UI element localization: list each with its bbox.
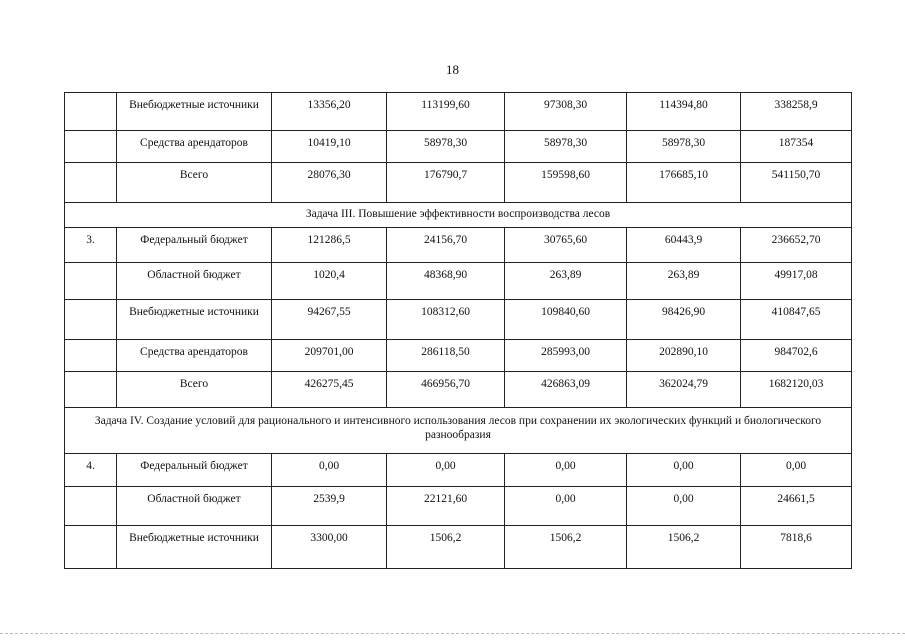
year-value-cell: 3300,00 [272, 526, 387, 569]
year-value-cell: 108312,60 [387, 300, 505, 340]
year-value-cell: 10419,10 [272, 131, 387, 163]
row-number: 3. [65, 228, 117, 263]
funding-source-label: Федеральный бюджет [117, 228, 272, 263]
task-header-row [65, 203, 852, 228]
year-value-cell: 0,00 [505, 454, 627, 487]
task-title: Задача IV. Создание условий для рационального и интенсивного использования лесов при сохранении их экологических функций и биологического разнообразия [65, 408, 852, 454]
table-row [65, 263, 852, 300]
funding-table [64, 92, 852, 569]
year-value-cell: 28076,30 [272, 163, 387, 203]
year-value-cell: 13356,20 [272, 93, 387, 131]
year-value-cell: 263,89 [505, 263, 627, 300]
year-value-cell: 113199,60 [387, 93, 505, 131]
total-value-cell: 49917,08 [741, 263, 852, 300]
year-value-cell: 114394,80 [627, 93, 741, 131]
year-value-cell: 98426,90 [627, 300, 741, 340]
funding-source-label: Внебюджетные источники [117, 300, 272, 340]
total-value-cell: 24661,5 [741, 487, 852, 526]
year-value-cell: 0,00 [505, 487, 627, 526]
funding-source-label: Всего [117, 163, 272, 203]
table-row [65, 93, 852, 131]
table-row [65, 526, 852, 569]
page-bottom-edge [0, 633, 905, 637]
year-value-cell: 176790,7 [387, 163, 505, 203]
total-value-cell: 7818,6 [741, 526, 852, 569]
total-value-cell: 338258,9 [741, 93, 852, 131]
year-value-cell: 0,00 [272, 454, 387, 487]
row-number [65, 372, 117, 408]
row-number [65, 340, 117, 372]
task-header-row [65, 408, 852, 454]
year-value-cell: 94267,55 [272, 300, 387, 340]
funding-source-label: Федеральный бюджет [117, 454, 272, 487]
table-row [65, 300, 852, 340]
year-value-cell: 176685,10 [627, 163, 741, 203]
total-value-cell: 187354 [741, 131, 852, 163]
table-row [65, 340, 852, 372]
year-value-cell: 58978,30 [627, 131, 741, 163]
table-row [65, 131, 852, 163]
year-value-cell: 0,00 [627, 487, 741, 526]
total-value-cell: 236652,70 [741, 228, 852, 263]
page-number: 18 [446, 62, 459, 77]
total-value-cell: 984702,6 [741, 340, 852, 372]
year-value-cell: 2539,9 [272, 487, 387, 526]
year-value-cell: 58978,30 [505, 131, 627, 163]
task-title: Задача III. Повышение эффективности воспроизводства лесов [65, 203, 852, 228]
year-value-cell: 60443,9 [627, 228, 741, 263]
total-value-cell: 410847,65 [741, 300, 852, 340]
funding-source-label: Внебюджетные источники [117, 93, 272, 131]
total-value-cell: 541150,70 [741, 163, 852, 203]
year-value-cell: 22121,60 [387, 487, 505, 526]
year-value-cell: 97308,30 [505, 93, 627, 131]
row-number: 4. [65, 454, 117, 487]
funding-source-label: Средства арендаторов [117, 131, 272, 163]
year-value-cell: 24156,70 [387, 228, 505, 263]
year-value-cell: 1020,4 [272, 263, 387, 300]
year-value-cell: 159598,60 [505, 163, 627, 203]
year-value-cell: 30765,60 [505, 228, 627, 263]
funding-source-label: Областной бюджет [117, 263, 272, 300]
total-value-cell: 0,00 [741, 454, 852, 487]
table-row [65, 163, 852, 203]
funding-source-label: Всего [117, 372, 272, 408]
row-number [65, 263, 117, 300]
row-number [65, 526, 117, 569]
year-value-cell: 0,00 [387, 454, 505, 487]
table-row [65, 487, 852, 526]
year-value-cell: 285993,00 [505, 340, 627, 372]
year-value-cell: 202890,10 [627, 340, 741, 372]
row-number [65, 131, 117, 163]
funding-source-label: Внебюджетные источники [117, 526, 272, 569]
year-value-cell: 426275,45 [272, 372, 387, 408]
year-value-cell: 121286,5 [272, 228, 387, 263]
year-value-cell: 0,00 [627, 454, 741, 487]
total-value-cell: 1682120,03 [741, 372, 852, 408]
table-row [65, 228, 852, 263]
year-value-cell: 466956,70 [387, 372, 505, 408]
year-value-cell: 263,89 [627, 263, 741, 300]
row-number [65, 93, 117, 131]
year-value-cell: 1506,2 [387, 526, 505, 569]
year-value-cell: 58978,30 [387, 131, 505, 163]
row-number [65, 300, 117, 340]
year-value-cell: 1506,2 [627, 526, 741, 569]
year-value-cell: 286118,50 [387, 340, 505, 372]
row-number [65, 163, 117, 203]
year-value-cell: 426863,09 [505, 372, 627, 408]
table-row [65, 372, 852, 408]
funding-source-label: Средства арендаторов [117, 340, 272, 372]
year-value-cell: 362024,79 [627, 372, 741, 408]
year-value-cell: 1506,2 [505, 526, 627, 569]
funding-source-label: Областной бюджет [117, 487, 272, 526]
year-value-cell: 209701,00 [272, 340, 387, 372]
year-value-cell: 48368,90 [387, 263, 505, 300]
year-value-cell: 109840,60 [505, 300, 627, 340]
row-number [65, 487, 117, 526]
table-row [65, 454, 852, 487]
